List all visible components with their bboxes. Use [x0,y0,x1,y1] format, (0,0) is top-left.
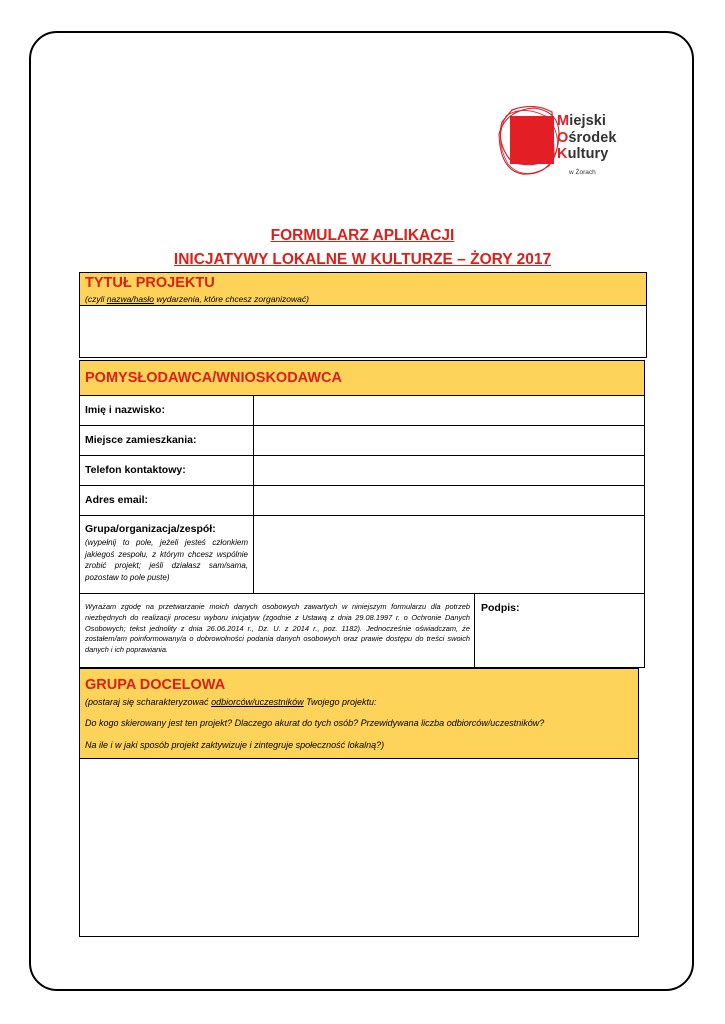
project-title-input[interactable] [79,305,647,358]
target-group-header [79,668,639,759]
signature-label: Podpis: [481,602,520,614]
logo-wordmark: Miejski Ośrodek Kultury [557,113,617,162]
name-field[interactable] [254,396,644,425]
residence-label: Miejsce zamieszkania: [85,434,197,446]
applicant-header [79,360,645,396]
logo-subtitle: w Żorach [569,169,596,176]
signature-field[interactable] [475,594,644,667]
phone-label: Telefon kontaktowy: [85,464,186,476]
group-label: Grupa/organizacja/zespół: [85,523,216,535]
project-title-heading: TYTUŁ PROJEKTU [85,275,215,291]
target-group-question-2: Na ile i w jaki sposób projekt zaktywizuje i zintegruje społeczność lokalną?) [85,740,385,750]
group-hint: (wypełnij to pole, jeżeli jesteś członkiem jakiegoś zespołu, z którym chcesz wspólnie zrobić projekt; jeśli działasz sam/sama, pozostaw to pole puste) [85,538,248,582]
group-field[interactable] [254,516,644,593]
residence-field[interactable] [254,426,644,455]
target-group-question-1: Do kogo skierowany jest ten projekt? Dlaczego akurat do tych osób? Przewidywana liczba odbiorców/uczestników? [85,718,545,728]
target-group-heading: GRUPA DOCELOWA [85,677,226,693]
name-label: Imię i nazwisko: [85,404,165,416]
form-title-line1: FORMULARZ APLIKACJI [270,227,455,244]
target-group-hint: (postaraj się scharakteryzować odbiorców/uczestników Twojego projektu: [85,697,377,707]
email-field[interactable] [254,486,644,515]
target-group-input[interactable] [79,758,639,937]
mok-logo [494,104,634,184]
form-title-line2: INICJATYWY LOKALNE W KULTURZE – ŻORY 2017 [173,251,552,268]
applicant-heading: POMYSŁODAWCA/WNIOSKODAWCA [85,370,342,386]
project-title-hint: (czyli nazwa/hasło wydarzenia, które chcesz zorganizować) [85,294,309,304]
phone-field[interactable] [254,456,644,485]
email-label: Adres email: [85,494,149,506]
consent-text: Wyrażam zgodę na przetwarzanie moich danych osobowych zawartych w niniejszym formularzu dla potrzeb niezbędnych do realizacji procesu wyboru inicjatyw (zgodnie z Ustawą z dnia 29.08.1997 r. o Ochronie Danych Osobowych; tekst jednolity z dnia 26.06.2014 r., Dz. U. z 2014 r., poz. 1182). Jednocześnie oświadczam, że zostałem/am poinformowany/a o dobrowolności podania danych osobowych oraz prawie dostępu do treści swoich danych i ich poprawiania. [85,602,470,655]
project-title-header [79,272,647,306]
